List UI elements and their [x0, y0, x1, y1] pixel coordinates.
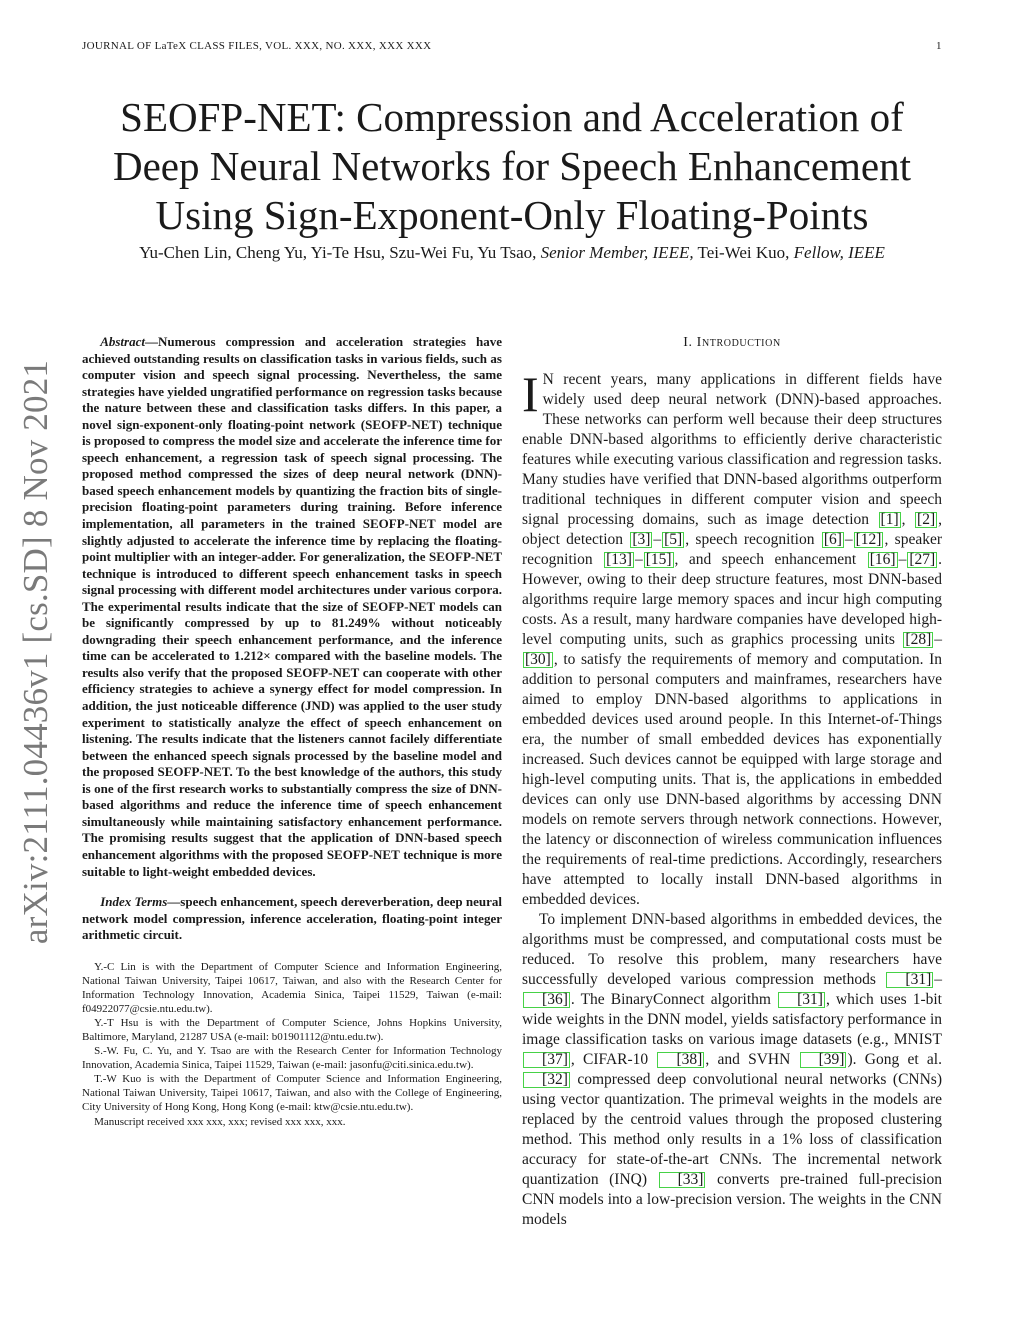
- abstract-text: —Numerous compression and acceleration strategies have achieved outstanding results on classification tasks in various fields, such as computer vision and speech signal processing. Nevertheless, the same strategies have yielded ungratified performance on regression tasks because the nature between these and classification tasks differs. In this paper, a novel sign-exponent-only floating-point network (SEOFP-NET) technique is proposed to compress the model size and accelerate the inference time for speech enhancement, a regression task of speech signal processing. The proposed method compressed the sizes of deep neural network (DNN)-based speech enhancement models by quantizing the fraction bits of single-precision floating-point parameters during training. Before inference implementation, all parameters in the trained SEOFP-NET model are slightly adjusted to accelerate the inference time by replacing the floating-point multiplier with an integer-adder. For generalization, the SEOFP-NET technique is introduced to different speech enhancement tasks in speech signal processing with different model architectures under various corpora. The experimental results indicate that the size of SEOFP-NET models can be significantly compressed by up to 81.249% without noticeably downgrading their speech enhancement performance, and the inference time can be accelerated to 1.212× compared with the baseline models. The results also verify that the proposed SEOFP-NET can cooperate with other efficiency strategies to achieve a synergy effect for model compression. In addition, the just noticeable difference (JND) was applied to the user study experiment to statistically analyze the effect of speech enhancement on listening. The results indicate that the listeners cannot facilely differentiate between the enhanced speech signals processed by the baseline model and the proposed SEOFP-NET. To the best knowledge of the authors, this study is one of the first research works to substantially compress the size of DNN-based algorithms and reduce the inference time of speech enhancement simultaneously while maintaining satisfactory enhancement performance. The promising results suggest that the application of DNN-based speech enhancement algorithms with the proposed SEOFP-NET technique is more suitable to light-weight embedded devices.: [82, 334, 502, 879]
- citation-link[interactable]: [15]: [645, 551, 672, 568]
- citation-link[interactable]: [5]: [664, 531, 683, 548]
- citation-link[interactable]: [27]: [909, 551, 936, 568]
- citation-link[interactable]: [39]: [800, 1052, 847, 1068]
- text-run: , speech recognition: [685, 531, 821, 548]
- author-role-tsao: Senior Member, IEEE,: [540, 243, 694, 262]
- text-run: , which uses 1-bit wide weights in the DNN model, yields satisfactory performance in image classification tasks on various image datasets (e.g., MNIST: [522, 991, 942, 1048]
- footnote: Y.-T Hsu is with the Department of Computer Science, Johns Hopkins University, Baltimore, Maryland, 21287 USA (e-mail: b01901112@ntu.edu.tw).: [82, 1016, 502, 1044]
- abstract-label: Abstract: [100, 334, 145, 349]
- index-terms: [82, 894, 502, 944]
- drop-cap: I: [522, 366, 539, 422]
- citation-link[interactable]: [28]: [905, 631, 932, 648]
- text-run: –: [634, 551, 643, 568]
- text-run: , and speech enhancement: [674, 551, 867, 568]
- text-run: , object detection: [522, 511, 942, 548]
- text-run: –: [934, 971, 942, 988]
- paragraph-1-text: [522, 366, 943, 908]
- affiliation-footnotes: [82, 960, 502, 1129]
- footnote: Y.-C Lin is with the Department of Computer Science and Information Engineering, National Taiwan University, Taipei 10617, Taiwan, and also with the Research Center for Information Technology Innovation, Academia Sinica, Taipei 11529, Taiwan (e-mail: f04922077@csie.ntu.edu.tw).: [82, 960, 502, 1015]
- text-run: N recent years, many applications in different fields have widely used deep neural network (DNN)-based approaches. These networks can perform well because their deep structures enable DNN-based algorithms to efficiently derive characteristic features while executing various classification and regression tasks. Many studies have verified that DNN-based algorithms outperform traditional techniques in different computer vision and speech signal processing domains, such as image detection: [522, 371, 942, 528]
- left-column: [82, 334, 502, 1129]
- citation-link[interactable]: [37]: [523, 1052, 570, 1068]
- citation-link[interactable]: [38]: [657, 1052, 704, 1068]
- citation-link[interactable]: [30]: [525, 651, 551, 668]
- citation-link[interactable]: [3]: [632, 531, 651, 548]
- intro-paragraph-2: [522, 910, 942, 1230]
- text-run: . However, owing to their deep structure features, most DNN-based algorithms require large memory spaces and incur high computing costs. As a result, many hardware companies have developed high-level computing units, such as graphics processing units: [522, 551, 943, 648]
- arxiv-stamp: arXiv:2111.04436v1 [cs.SD] 8 Nov 2021: [16, 359, 55, 945]
- citation-link[interactable]: [31]: [886, 972, 933, 988]
- paper-title: SEOFP-NET: Compression and Acceleration of Deep Neural Networks for Speech Enhancement Using Sign-Exponent-Only Floating-Points: [112, 94, 912, 238]
- text-run: , CIFAR-10: [570, 1051, 657, 1068]
- text-run: , and SVHN: [705, 1051, 799, 1068]
- running-header: JOURNAL OF LaTeX CLASS FILES, VOL. XXX, NO. XXX, XXX XXX: [82, 40, 432, 52]
- text-run: To implement DNN-based algorithms in embedded devices, the algorithms must be compressed, and computational costs must be reduced. To resolve this problem, many researchers have successfully developed various compression methods: [522, 911, 942, 988]
- text-run: converts pre-trained full-precision CNN models into a low-precision version. The weights in the CNN models: [522, 1171, 942, 1228]
- text-run: –: [844, 531, 853, 548]
- text-run: –: [934, 631, 942, 648]
- index-terms-text: —speech enhancement, speech dereverberation, deep neural network model compression, inference acceleration, floating-point integer arithmetic circuit.: [82, 894, 502, 943]
- intro-paragraph-1: [522, 366, 943, 910]
- text-run: –: [898, 551, 907, 568]
- citation-link[interactable]: [2]: [917, 511, 936, 528]
- citation-link[interactable]: [36]: [523, 992, 570, 1008]
- text-run: –: [653, 531, 662, 548]
- citation-link[interactable]: [6]: [823, 531, 842, 548]
- text-run: ). Gong et al.: [847, 1051, 942, 1068]
- text-run: , to satisfy the requirements of memory and computation. In addition to personal computers and mainframes, researchers have aimed to employ DNN-based algorithms to applications in embedded devices used around people. In this Internet-of-Things era, the number of small embedded devices has exponentially increased. Such devices cannot be equipped with large storage and high-level computing units. That is, the applications in embedded devices can only use DNN-based algorithms by accessing DNN models on remote servers through network connections. However, the latency or disconnection of wireless communication influences the requirements of real-time predictions. Accordingly, researchers have attempted to locally install DNN-based algorithms in embedded devices.: [522, 651, 942, 908]
- text-run: compressed deep convolutional neural networks (CNNs) using vector quantization. The primeval weights in the models are replaced by the centroid values through the proposed clustering method. This method only results in a 1% loss of classification accuracy for state-of-the-art CNNs. The incremental network quantization (INQ): [522, 1071, 942, 1188]
- text-run: , speaker recognition: [522, 531, 942, 568]
- citation-link[interactable]: [13]: [606, 551, 632, 568]
- footnote: Manuscript received xxx xxx, xxx; revised xxx xxx, xxx.: [94, 1115, 346, 1128]
- citation-link[interactable]: [12]: [855, 531, 882, 548]
- footnote: T.-W Kuo is with the Department of Computer Science and Information Engineering, National Taiwan University, Taipei 10617, Taiwan, and also with the College of Engineering, City University of Hong Kong, Hong Kong (e-mail: ktw@csie.ntu.edu.tw).: [82, 1073, 502, 1114]
- text-run: . The BinaryConnect algorithm: [570, 991, 778, 1008]
- index-terms-label: Index Terms: [100, 894, 168, 910]
- author-list: [82, 242, 942, 264]
- citation-link[interactable]: [33]: [659, 1172, 706, 1188]
- author-name-kuo: Tei-Wei Kuo,: [693, 243, 794, 262]
- section-heading: I. Introduction: [683, 335, 781, 350]
- abstract: [82, 334, 502, 880]
- author-role-kuo: Fellow, IEEE: [793, 243, 885, 262]
- footnote: S.-W. Fu, C. Yu, and Y. Tsao are with the Research Center for Information Technology Innovation, Academia Sinica, Taipei 11529, Taiwan (e-mail: jasonfu@citi.sinica.edu.tw).: [82, 1045, 502, 1072]
- author-names: Yu-Chen Lin, Cheng Yu, Yi-Te Hsu, Szu-Wei Fu, Yu Tsao,: [139, 243, 541, 262]
- text-run: ,: [901, 511, 915, 528]
- citation-link[interactable]: [31]: [778, 992, 825, 1008]
- page-number: 1: [936, 40, 942, 52]
- citation-link[interactable]: [16]: [869, 551, 896, 568]
- citation-link[interactable]: [1]: [880, 511, 899, 528]
- paragraph-2-text: [522, 911, 942, 1228]
- right-column: [522, 334, 942, 1230]
- citation-link[interactable]: [32]: [523, 1072, 570, 1088]
